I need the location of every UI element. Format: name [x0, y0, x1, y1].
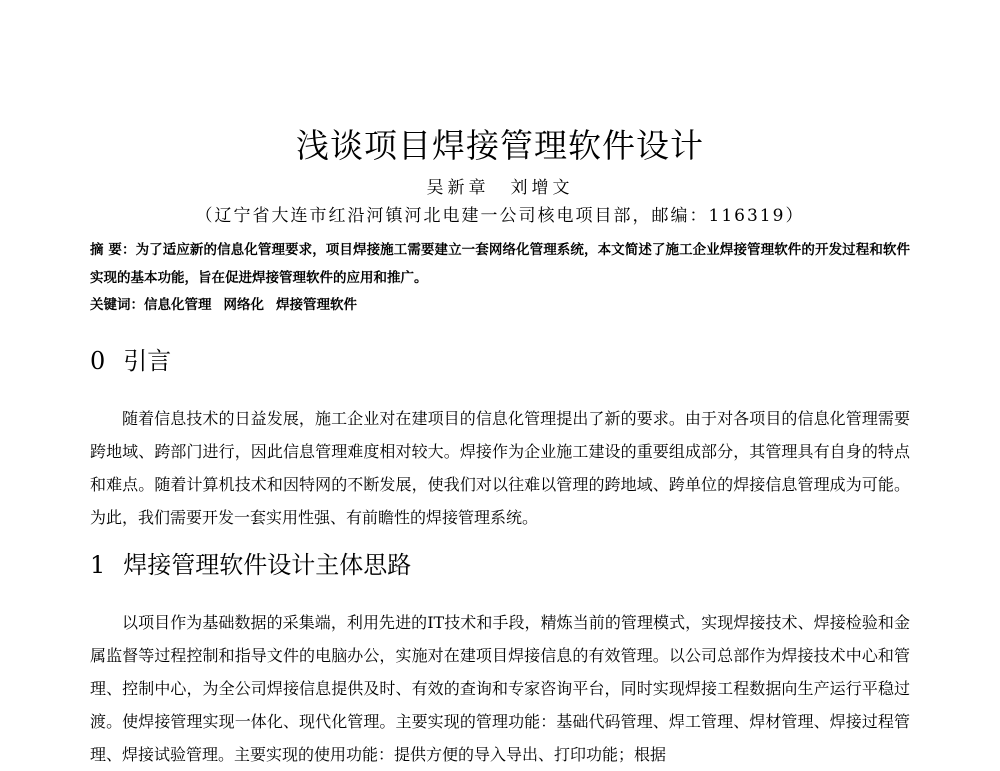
section-title: 引言 — [123, 347, 172, 375]
section-heading — [90, 344, 171, 378]
abstract-label: 摘 要： — [90, 242, 136, 258]
paper-title: 浅谈项目焊接管理软件设计 — [296, 126, 704, 165]
section-number: 0 — [90, 347, 106, 375]
keyword-item: 焊接管理软件 — [276, 297, 357, 313]
keyword-item: 网络化 — [223, 297, 264, 313]
affiliation: （辽宁省大连市红沿河镇河北电建一公司核电项目部，邮编：116319） — [195, 206, 805, 226]
abstract-text: 为了适应新的信息化管理要求，项目焊接施工需要建立一套网络化管理系统，本文简述了施工企业焊接管理软件的开发过程和软件实现的基本功能，旨在促进焊接管理软件的应用和推广。 — [90, 242, 911, 286]
abstract — [90, 236, 910, 292]
keywords-label: 关键词： — [90, 297, 144, 313]
section-title: 焊接管理软件设计主体思路 — [123, 551, 412, 579]
section-heading — [90, 548, 411, 582]
section-paragraph: 以项目作为基础数据的采集端，利用先进的IT技术和手段，精炼当前的管理模式，实现焊接技术、焊接检验和金属监督等过程控制和指导文件的电脑办公，实施对在建项目焊接信息的有效管理。以公司总部作为焊接技术中心和管理、控制中心，为全公司焊接信息提供及时、有效的查询和专家咨询平台，同时实现焊接工程数据向生产运行平稳过渡。使焊接管理实现一体化、现代化管理。主要实现的管理功能：基础代码管理、焊工管理、焊材管理、焊接过程管理、焊接试验管理。主要实现的使用功能：提供方便的导入导出、打印功能；根据 — [90, 613, 910, 764]
section-number: 1 — [90, 551, 106, 579]
keywords — [90, 292, 910, 318]
keyword-item: 信息化管理 — [144, 297, 212, 313]
section-paragraph: 随着信息技术的日益发展，施工企业对在建项目的信息化管理提出了新的要求。由于对各项目的信息化管理需要跨地域、跨部门进行，因此信息管理难度相对较大。焊接作为企业施工建设的重要组成部分，其管理具有自身的特点和难点。随着计算机技术和因特网的不断发展，使我们对以往难以管理的跨地域、跨单位的焊接信息管理成为可能。为此，我们需要开发一套实用性强、有前瞻性的焊接管理系统。 — [90, 409, 910, 527]
authors: 吴新章 刘增文 — [426, 178, 574, 198]
